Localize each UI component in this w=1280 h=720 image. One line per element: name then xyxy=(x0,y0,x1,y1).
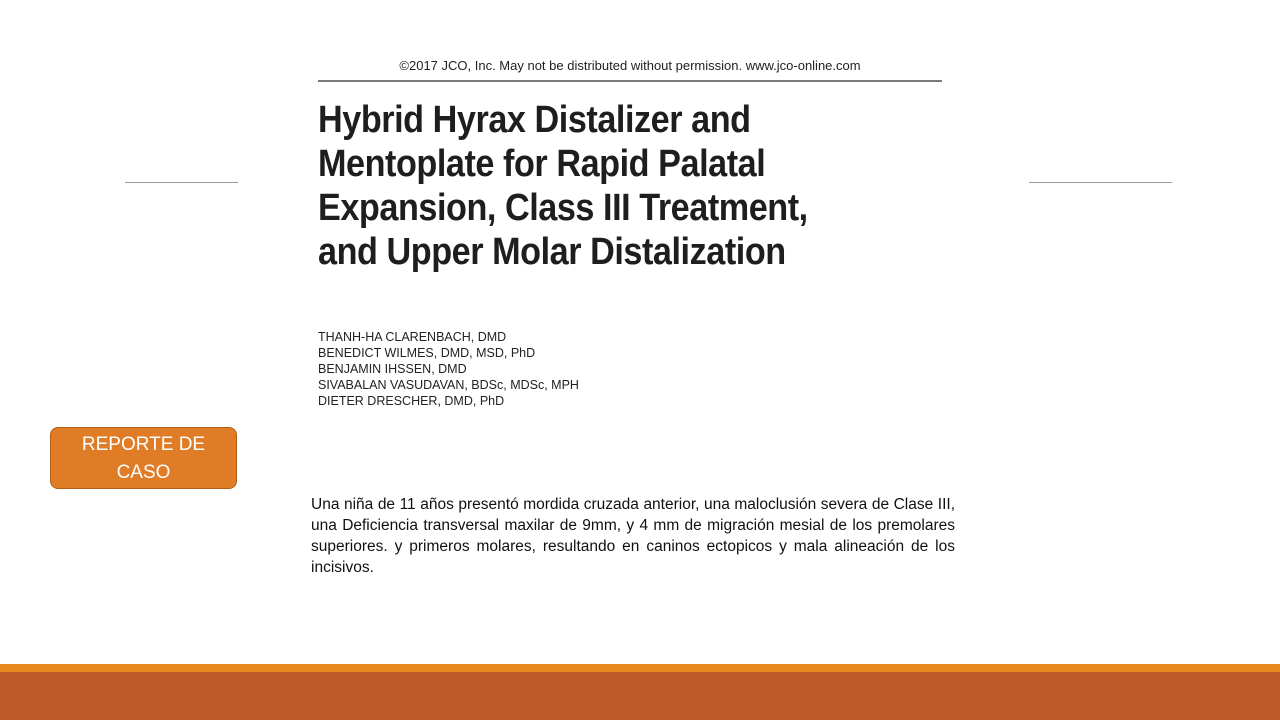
author-list xyxy=(318,329,579,409)
title-line: Mentoplate for Rapid Palatal xyxy=(318,143,766,185)
title-line: Expansion, Class III Treatment, xyxy=(318,187,808,229)
badge-line: CASO xyxy=(116,462,171,483)
author-item: BENEDICT WILMES, DMD, MSD, PhD xyxy=(318,346,536,360)
author-item: DIETER DRESCHER, DMD, PhD xyxy=(318,394,505,408)
title-line: Hybrid Hyrax Distalizer and xyxy=(318,99,751,141)
right-divider-line xyxy=(1029,182,1172,183)
case-summary-text: Una niña de 11 años presentó mordida cruzada anterior, una maloclusión severa de Clase III, una Deficiencia transversal maxilar de 9mm, y 4 mm de migración mesial de los premolares superiores. y primeros molares, resultando en caninos ectopicos y mala alineación de los incisivos. xyxy=(311,496,955,576)
left-divider-line xyxy=(125,182,238,183)
copyright-notice: ©2017 JCO, Inc. May not be distributed without permission. www.jco-online.com xyxy=(399,58,861,73)
author-item: BENJAMIN IHSSEN, DMD xyxy=(318,362,467,376)
footer-band xyxy=(0,672,1280,720)
author-item: THANH-HA CLARENBACH, DMD xyxy=(318,330,507,344)
title-line: and Upper Molar Distalization xyxy=(318,231,786,273)
author-item: SIVABALAN VASUDAVAN, BDSc, MDSc, MPH xyxy=(318,378,579,392)
header-rule xyxy=(318,80,942,82)
footer-stripe xyxy=(0,664,1280,672)
case-report-badge xyxy=(50,427,237,489)
paper-title xyxy=(318,98,876,274)
badge-line: REPORTE DE xyxy=(81,434,206,455)
